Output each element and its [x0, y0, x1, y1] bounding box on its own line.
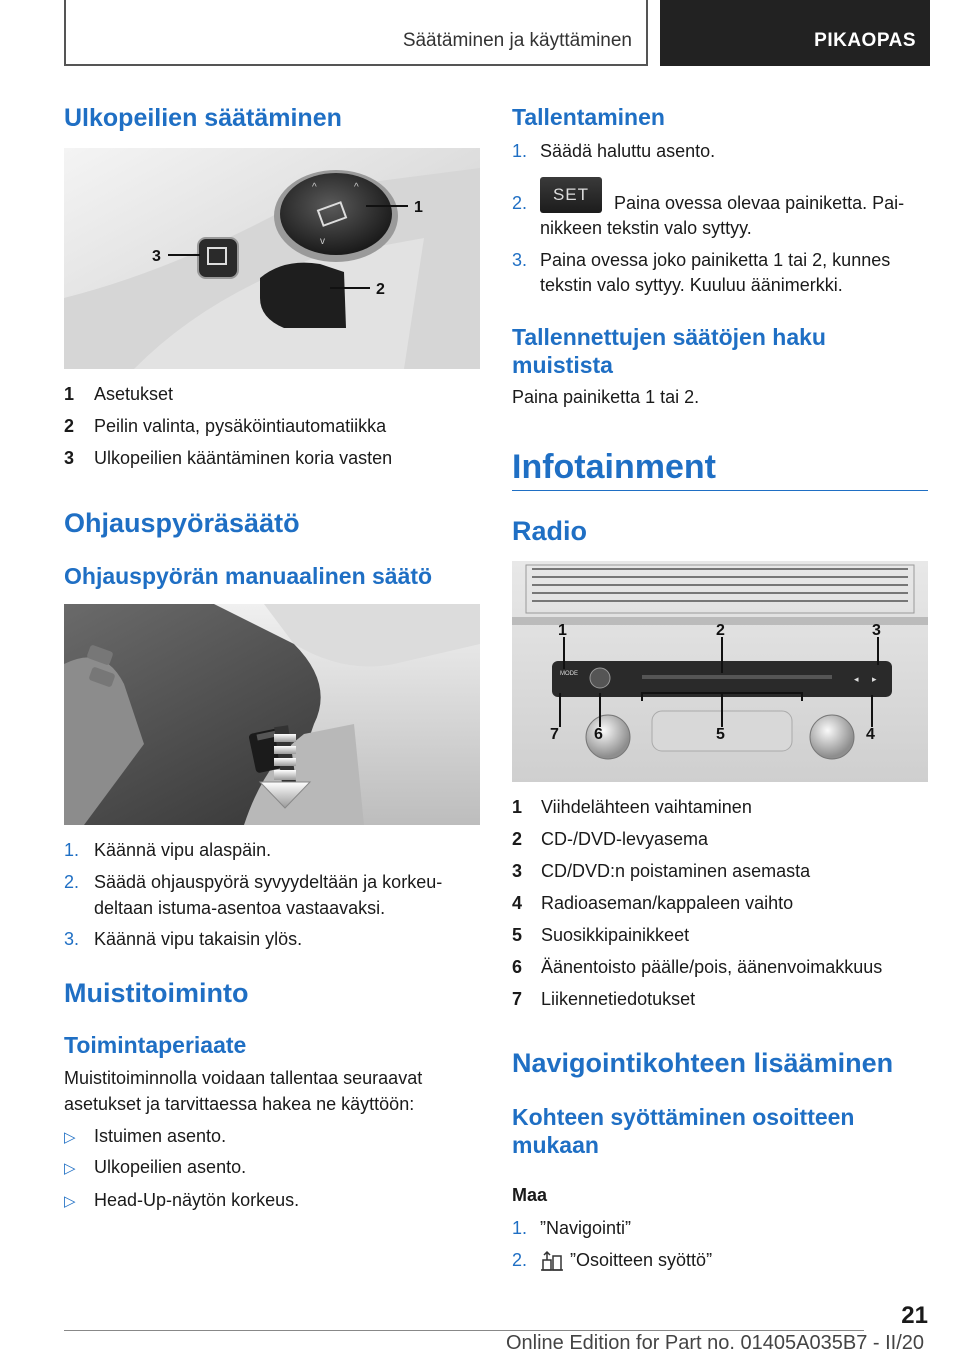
step-number: 3. — [512, 250, 528, 270]
radio-callout-3: 3 — [872, 622, 881, 639]
step-number: 1. — [64, 840, 80, 860]
radio-panel-image — [512, 561, 928, 782]
radio-callout-4: 4 — [866, 726, 875, 743]
steering-heading: Ohjauspyöräsäätö — [64, 508, 300, 538]
section-title: Säätäminen ja käyttäminen — [402, 30, 632, 51]
svg-text:^: ^ — [354, 182, 359, 193]
radio-callout-7: 7 — [550, 726, 559, 743]
edition-note: Online Edition for Part no. 01405A035B7 - II/20 — [505, 1332, 924, 1354]
bullet-triangle-icon: ▷ — [64, 1129, 76, 1146]
mirror-heading: Ulkopeilien säätäminen — [64, 104, 342, 132]
memory-subheading: Toimintaperiaate — [64, 1032, 247, 1058]
page-header — [64, 0, 930, 66]
svg-text:v: v — [320, 236, 325, 247]
radio-callout-2: 2 — [716, 622, 725, 639]
bullet-text: Istuimen asento. — [94, 1126, 227, 1146]
recall-text: Paina painiketta 1 tai 2. — [512, 387, 700, 407]
section-tab — [64, 0, 648, 66]
page-number: 21 — [901, 1302, 928, 1329]
step-number: 2. — [512, 193, 528, 213]
step-number: 2. — [64, 872, 80, 892]
legend-number: 3 — [512, 861, 523, 881]
navigation-heading: Navigointikohteen lisääminen — [512, 1048, 894, 1078]
memory-intro: Muistitoiminnolla voidaan tallentaa seuraavat — [64, 1068, 423, 1088]
memory-intro: asetukset ja tarvittaessa hakea ne käyttöön: — [64, 1094, 415, 1114]
step-text: Käännä vipu alaspäin. — [94, 840, 272, 860]
step-text: Käännä vipu takaisin ylös. — [94, 929, 303, 949]
step-text: ”Navigointi” — [540, 1218, 632, 1238]
mirror-callout-1: 1 — [414, 199, 423, 216]
step-number: 3. — [64, 929, 80, 949]
step-number: 1. — [512, 1218, 528, 1238]
legend-text: Asetukset — [94, 384, 174, 404]
quick-guide-tab — [660, 0, 930, 66]
legend-text: CD-/DVD-levyasema — [541, 829, 709, 849]
legend-text: Suosikkipainikkeet — [541, 925, 690, 945]
address-entry-icon — [540, 1250, 564, 1272]
legend-number: 1 — [512, 797, 523, 817]
mode-button-label: MODE — [560, 671, 578, 677]
radio-callout-1: 1 — [558, 622, 567, 639]
legend-number: 2 — [512, 829, 523, 849]
step-number: 1. — [512, 141, 528, 161]
step-text: Säädä ohjauspyörä syvyydeltään ja korkeu- — [94, 872, 443, 892]
legend-number: 6 — [512, 957, 523, 977]
legend-text: Äänentoisto päälle/pois, äänenvoimakkuus — [541, 957, 883, 977]
mirror-callout-3: 3 — [152, 248, 161, 265]
next-track-label: ▸ — [872, 674, 877, 684]
save-heading: Tallentaminen — [512, 104, 665, 130]
legend-number: 5 — [512, 925, 523, 945]
legend-number: 1 — [64, 384, 75, 404]
step-text: Paina ovessa olevaa painiketta. Pai- — [614, 193, 905, 213]
address-entry-subheading-line: Kohteen syöttäminen osoitteen — [512, 1104, 855, 1130]
quick-guide-label: PIKAOPAS — [814, 30, 916, 51]
address-entry-subheading-line: mukaan — [512, 1132, 599, 1158]
legend-number: 4 — [512, 893, 523, 913]
bullet-text: Head-Up-näytön korkeus. — [94, 1190, 300, 1210]
step-text: deltaan istuma-asentoa vastaavaksi. — [94, 898, 386, 918]
legend-text: Liikennetiedotukset — [541, 989, 696, 1009]
radio-callout-6: 6 — [594, 726, 603, 743]
legend-number: 2 — [64, 416, 75, 436]
set-icon: SET — [540, 177, 602, 213]
previous-track-label: ◂ — [854, 674, 859, 684]
legend-number: 3 — [64, 448, 75, 468]
radio-heading: Radio — [512, 516, 588, 546]
bullet-text: Ulkopeilien asento. — [94, 1157, 247, 1177]
legend-text: Radioaseman/kappaleen vaihto — [541, 893, 794, 913]
step-text: ”Osoitteen syöttö” — [570, 1250, 713, 1270]
mirror-controls-illustration — [64, 148, 480, 369]
recall-heading-line: muistista — [512, 352, 613, 378]
step-text: tekstin valo syttyy. Kuuluu äänimerkki. — [540, 275, 843, 295]
mirror-controls-image — [64, 148, 480, 369]
legend-number: 7 — [512, 989, 523, 1009]
step-number: 2. — [512, 1250, 528, 1270]
footer-divider — [64, 1330, 864, 1331]
mirror-callout-2: 2 — [376, 281, 385, 298]
step-text: Paina ovessa joko painiketta 1 tai 2, kunnes — [540, 250, 891, 270]
memory-heading: Muistitoiminto — [64, 978, 249, 1008]
legend-text: Viihdelähteen vaihtaminen — [541, 797, 752, 817]
steering-lever-illustration — [64, 604, 480, 825]
svg-text:^: ^ — [312, 182, 317, 193]
step-text: nikkeen tekstin valo syttyy. — [540, 218, 752, 238]
recall-heading-line: Tallennettujen säätöjen haku — [512, 324, 826, 350]
steering-subheading: Ohjauspyörän manuaalinen säätö — [64, 563, 433, 589]
step-text: Säädä haluttu asento. — [540, 141, 716, 161]
bullet-triangle-icon: ▷ — [64, 1160, 76, 1177]
address-entry-subheading — [512, 1103, 854, 1159]
steering-lever-image — [64, 604, 480, 825]
radio-callout-5: 5 — [716, 726, 725, 743]
infotainment-heading: Infotainment — [512, 448, 716, 486]
bullet-triangle-icon: ▷ — [64, 1193, 76, 1210]
legend-text: Ulkopeilien kääntäminen koria vasten — [94, 448, 393, 468]
legend-text: CD/DVD:n poistaminen asemasta — [541, 861, 811, 881]
recall-heading — [512, 323, 826, 379]
country-heading: Maa — [512, 1185, 548, 1205]
section-divider — [512, 490, 928, 491]
legend-text: Peilin valinta, pysäköintiautomatiikka — [94, 416, 387, 436]
radio-panel-illustration — [512, 561, 928, 782]
